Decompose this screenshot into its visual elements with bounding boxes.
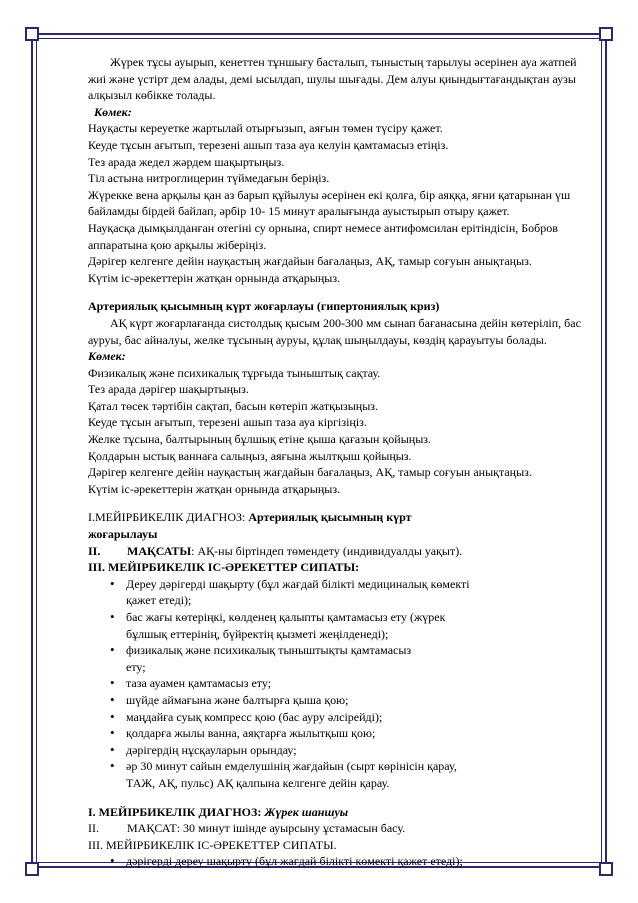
section2-step: Кеуде тұсын ағытып, терезені ашып таза ауа кіргізіңіз. bbox=[88, 415, 367, 430]
section2-step: Желке тұсына, балтырының бұлшық етіне қыша қағазын қойыңыз. bbox=[88, 432, 432, 447]
list-item: бұлшық еттерінің, бүйректің қызметі жеңілденеді); bbox=[126, 626, 389, 641]
section4-goal bbox=[88, 820, 588, 837]
section2-step: Қолдарын ыстық ваннаға салыңыз, аяғына жылтқыш қойыңыз. bbox=[88, 448, 412, 463]
section3-diag-prefix: I.МЕЙІРБИКЕЛІК ДИАГНОЗ: bbox=[88, 510, 246, 525]
section1-step: Күтім іс-әрекеттерін жатқан орнында атқарыңыз. bbox=[88, 270, 341, 285]
section4-diagnosis bbox=[88, 804, 588, 821]
corner-ornament-tl bbox=[25, 27, 39, 41]
section4-diag-value: Жүрек шаншуы bbox=[264, 804, 349, 819]
section2-step: Қатал төсек тәртібін сақтап, басын көтеріп жатқызыңыз. bbox=[88, 398, 379, 413]
section1-step: Науқасқа дымқылданған отегіні су орнына, спирт немесе антифомсилан ерітіндісін, Бобров аппаратына қою арқылы жіберіңіз. bbox=[88, 220, 558, 252]
section4-goal-text: МАҚСАТ: 30 минут ішінде ауырсыну ұстамасын басу. bbox=[127, 821, 406, 836]
section3-goal-num: II. bbox=[88, 543, 101, 558]
list-item: • шүйде аймағына және балтырға қыша қою; bbox=[110, 692, 588, 709]
section3-goal-text: : АҚ-ны біртіндеп төмендету (индивидуалды уақыт). bbox=[191, 543, 463, 558]
section1-intro: Жүрек тұсы ауырып, кенеттен тұншығу басталып, тыныстың тарылуы әсерінен ауа жатпей жиі және үстірт дем алады, демі ысылдап, шулы шығады. Дем алуы қиындығтағандықтан аузы алқызыл көбікке толады. bbox=[88, 55, 577, 103]
section2-step: Тез арада дәрігер шақыртыңыз. bbox=[88, 382, 249, 397]
list-item: • бас жағы көтеріңкі, көлденең қалыпты қамтамасыз ету (жүрек bbox=[110, 609, 588, 626]
section2-step: Дәрігер келгенге дейін науқастың жағдайын бағалаңыз, АҚ, тамыр соғуын анықтаңыз. bbox=[88, 465, 532, 480]
section1-step: Тез арада жедел жәрдем шақыртыңыз. bbox=[88, 154, 285, 169]
section4-diag-prefix: I. МЕЙІРБИКЕЛІК ДИАГНОЗ: bbox=[88, 804, 262, 819]
section1-step: Дәрігер келгенге дейін науқастың жағдайын бағалаңыз, АҚ, тамыр соғуын анықтаңыз. bbox=[88, 254, 532, 269]
section2-step: Күтім іс-әрекеттерін жатқан орнында атқарыңыз. bbox=[88, 481, 341, 496]
list-item: ТАЖ, АҚ, пульс) АҚ қалпына келгенге дейін қарау. bbox=[126, 775, 390, 790]
list-item: қажет етеді); bbox=[126, 593, 192, 608]
section2-title: Артериялық қысымның күрт жоғарлауы (гипертониялық криз) bbox=[88, 299, 440, 314]
section4-actions-title: III. МЕЙІРБИКЕЛІК ІС-ӘРЕКЕТТЕР СИПАТЫ. bbox=[88, 837, 337, 852]
section3-goal bbox=[88, 543, 588, 560]
list-item-continuation: ету; bbox=[126, 659, 146, 674]
list-item: • дәрігерді дереу шақырту (бұл жағдай білікті көмекті қажет етеді); bbox=[110, 853, 588, 870]
section1-step: Науқасты кереуетке жартылай отырғызып, аяғын төмен түсіру қажет. bbox=[88, 121, 443, 136]
section4-action-list bbox=[88, 853, 588, 870]
list-item: • таза ауамен қамтамасыз ету; bbox=[110, 675, 588, 692]
section3-action-list bbox=[88, 576, 588, 792]
corner-ornament-bl bbox=[25, 862, 39, 876]
list-item: • дәрігердің нұсқауларын орындау; bbox=[110, 742, 588, 759]
list-item: • Дереу дәрігерді шақырту (бұл жағдай білікті медициналық көмекті bbox=[110, 576, 588, 593]
section2-intro: АҚ күрт жоғарлағанда систолдық қысым 200-300 мм сынап бағанасына дейін көтеріліп, бас ауруы, бас айналуы, желке тұсының ауруы, құлақ шыңылдауы, көздің қарауытуы болады. bbox=[88, 315, 581, 347]
section3-diag-value: Артериялық қысымның күрт bbox=[248, 510, 412, 525]
section3-diagnosis bbox=[88, 509, 588, 526]
list-item: • физикалық және психикалық тыныштықты қамтамасыз bbox=[110, 642, 588, 659]
corner-ornament-br bbox=[599, 862, 613, 876]
list-item: • әр 30 минут сайын емделушінің жағдайын (сырт көрінісін қарау, bbox=[110, 758, 588, 775]
list-item: • маңдайға суық компресс қою (бас ауру әлсірейді); bbox=[110, 709, 588, 726]
corner-ornament-tr bbox=[599, 27, 613, 41]
list-item: • қолдарға жылы ванна, аяқтарға жылытқыш қою; bbox=[110, 725, 588, 742]
section3-goal-label: МАҚСАТЫ bbox=[127, 543, 192, 558]
section3-diag-value-cont: жоғарылауы bbox=[88, 527, 158, 542]
section2-help-title: Көмек: bbox=[88, 349, 126, 364]
section1-step: Жүрекке вена арқылы қан аз барып құйылуы әсерінен екі қолға, бір аяққа, яғни қатарынан үш байламды бірдей байлап, әрбір 10- 15 минут аралығында ауыстырып отыру қажет. bbox=[88, 187, 571, 219]
section1-help-title: Көмек: bbox=[94, 104, 132, 119]
document-body bbox=[88, 54, 588, 870]
section1-step: Кеуде тұсын ағытып, терезені ашып таза ауа келуін қамтамасыз етіңіз. bbox=[88, 137, 449, 152]
section1-step: Тіл астына нитроглицерин түймедағын беріңіз. bbox=[88, 171, 330, 186]
section4-goal-num: II. bbox=[88, 821, 99, 836]
section2-step: Физикалық және психикалық тұрғыда тыныштық сақтау. bbox=[88, 365, 381, 380]
section3-actions-title: III. МЕЙІРБИКЕЛІК ІС-ӘРЕКЕТТЕР СИПАТЫ: bbox=[88, 560, 360, 575]
